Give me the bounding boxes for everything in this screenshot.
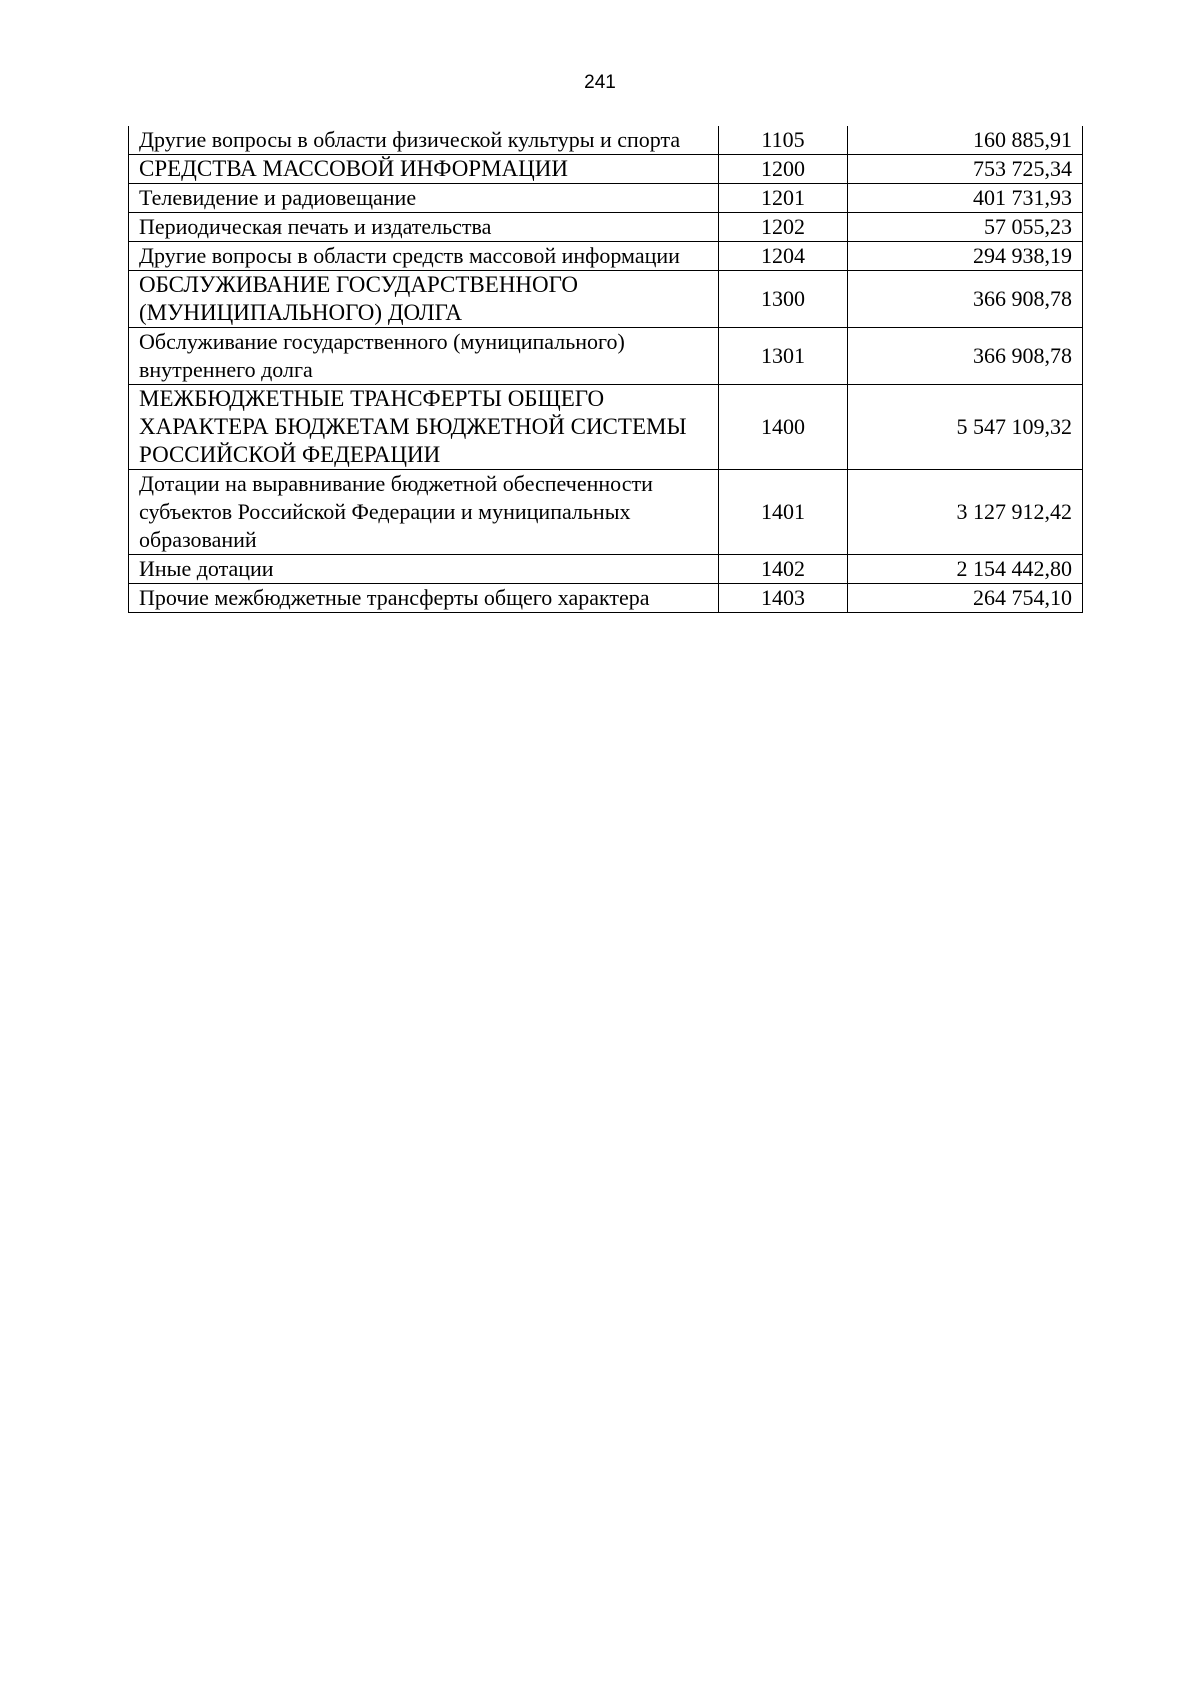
row-amount-cell: 401 731,93 — [848, 184, 1083, 213]
table-row — [129, 242, 1083, 271]
row-code-cell: 1201 — [719, 184, 848, 213]
row-amount-cell: 2 154 442,80 — [848, 555, 1083, 584]
table-row — [129, 184, 1083, 213]
row-amount-cell: 5 547 109,32 — [848, 385, 1083, 470]
row-name-cell: Иные дотации — [129, 555, 719, 584]
table-row — [129, 555, 1083, 584]
table-row — [129, 385, 1083, 470]
row-amount-cell: 160 885,91 — [848, 126, 1083, 155]
row-amount-cell: 3 127 912,42 — [848, 470, 1083, 555]
row-amount-cell: 264 754,10 — [848, 584, 1083, 613]
row-amount-cell: 753 725,34 — [848, 155, 1083, 184]
row-code-cell: 1402 — [719, 555, 848, 584]
table-row — [129, 126, 1083, 155]
table-row — [129, 470, 1083, 555]
row-code-cell: 1200 — [719, 155, 848, 184]
row-name-cell: Обслуживание государственного (муниципального) внутреннего долга — [129, 328, 719, 385]
row-amount-cell: 366 908,78 — [848, 271, 1083, 328]
budget-table — [128, 126, 1083, 613]
row-name-cell: ОБСЛУЖИВАНИЕ ГОСУДАРСТВЕННОГО (МУНИЦИПАЛЬНОГО) ДОЛГА — [129, 271, 719, 328]
row-name-cell: МЕЖБЮДЖЕТНЫЕ ТРАНСФЕРТЫ ОБЩЕГО ХАРАКТЕРА БЮДЖЕТАМ БЮДЖЕТНОЙ СИСТЕМЫ РОССИЙСКОЙ ФЕДЕРАЦИИ — [129, 385, 719, 470]
row-name-cell: СРЕДСТВА МАССОВОЙ ИНФОРМАЦИИ — [129, 155, 719, 184]
table-row — [129, 328, 1083, 385]
table-row — [129, 155, 1083, 184]
row-code-cell: 1400 — [719, 385, 848, 470]
row-code-cell: 1202 — [719, 213, 848, 242]
row-name-cell: Прочие межбюджетные трансферты общего характера — [129, 584, 719, 613]
row-name-cell: Дотации на выравнивание бюджетной обеспеченности субъектов Российской Федерации и муниципальных образований — [129, 470, 719, 555]
row-amount-cell: 294 938,19 — [848, 242, 1083, 271]
row-code-cell: 1300 — [719, 271, 848, 328]
row-amount-cell: 57 055,23 — [848, 213, 1083, 242]
row-name-cell: Телевидение и радиовещание — [129, 184, 719, 213]
row-name-cell: Другие вопросы в области физической культуры и спорта — [129, 126, 719, 155]
table-row — [129, 271, 1083, 328]
row-code-cell: 1204 — [719, 242, 848, 271]
row-code-cell: 1105 — [719, 126, 848, 155]
page-number: 241 — [584, 72, 616, 93]
row-name-cell: Другие вопросы в области средств массовой информации — [129, 242, 719, 271]
row-amount-cell: 366 908,78 — [848, 328, 1083, 385]
row-name-cell: Периодическая печать и издательства — [129, 213, 719, 242]
row-code-cell: 1403 — [719, 584, 848, 613]
row-code-cell: 1401 — [719, 470, 848, 555]
table-row — [129, 584, 1083, 613]
table-row — [129, 213, 1083, 242]
budget-table-body — [129, 126, 1083, 613]
row-code-cell: 1301 — [719, 328, 848, 385]
